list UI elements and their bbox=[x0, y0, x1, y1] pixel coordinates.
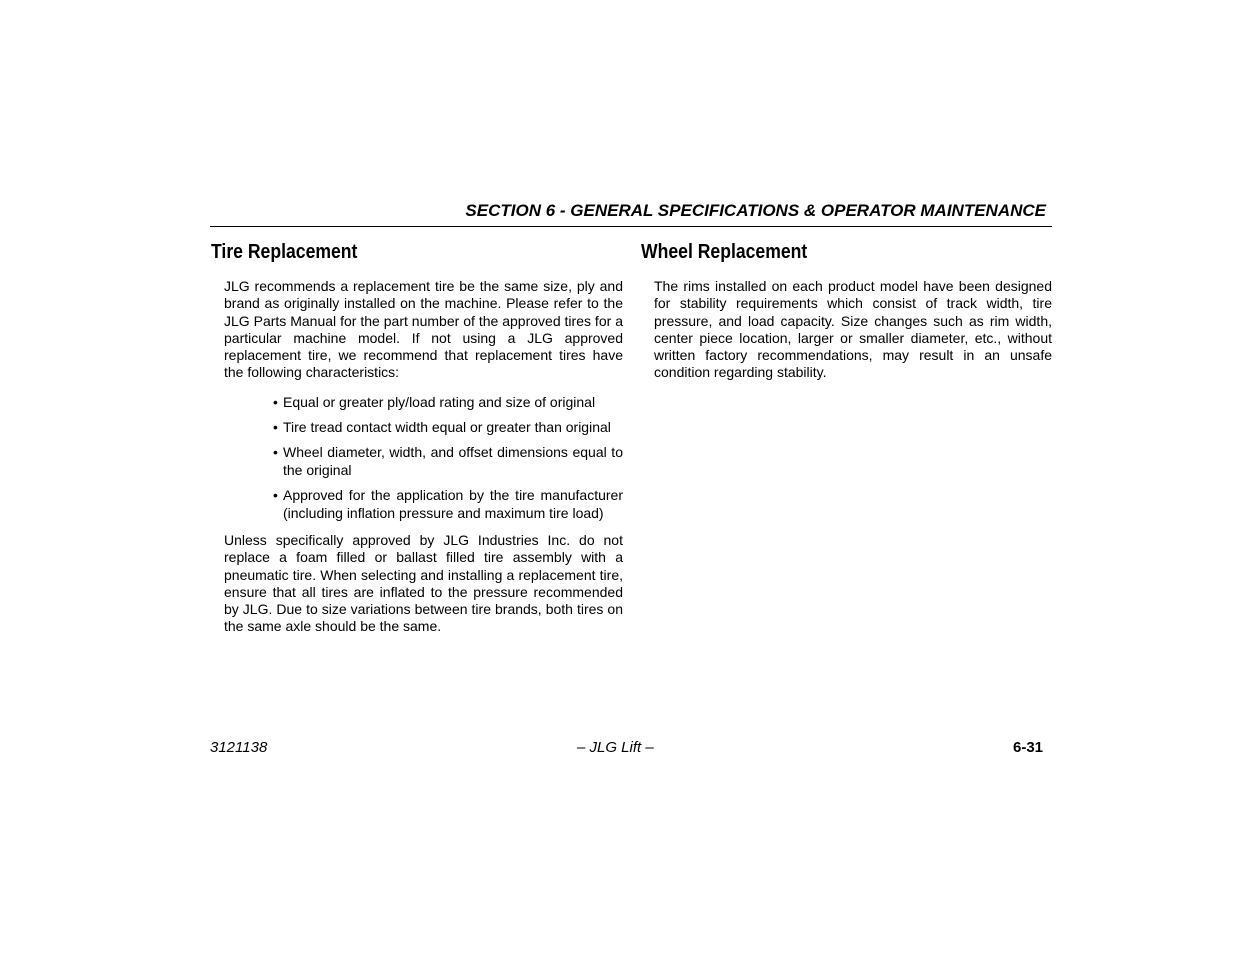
list-item-text: Wheel diameter, width, and offset dimensions equal to the original bbox=[283, 444, 623, 478]
bullet-icon: • bbox=[273, 487, 278, 503]
tire-replacement-heading: Tire Replacement bbox=[211, 241, 358, 263]
list-item-text: Equal or greater ply/load rating and size of original bbox=[283, 394, 596, 410]
doc-number: 3121138 bbox=[210, 739, 268, 756]
publication-name: – JLG Lift – bbox=[577, 739, 654, 756]
tire-characteristics-list bbox=[273, 393, 623, 529]
header-rule bbox=[210, 226, 1052, 227]
list-item bbox=[273, 393, 623, 411]
list-item bbox=[273, 418, 623, 436]
bullet-icon: • bbox=[273, 444, 278, 460]
tire-intro-paragraph: JLG recommends a replacement tire be the same size, ply and brand as originally installed on the machine. Please refer to the JLG Parts Manual for the part number of the approved tires for a particular machine model. If not using a JLG approved replacement tire, we recommend that replacement tires have the following characteristics: bbox=[224, 278, 623, 381]
bullet-icon: • bbox=[273, 419, 278, 435]
list-item-text: Tire tread contact width equal or greater than original bbox=[283, 419, 611, 435]
wheel-replacement-heading: Wheel Replacement bbox=[641, 241, 808, 263]
tire-closing-paragraph: Unless specifically approved by JLG Industries Inc. do not replace a foam filled or ballast filled tire assembly with a pneumatic tire. When selecting and installing a replacement tire, ensure that all tires are inflated to the pressure recommended by JLG. Due to size variations between tire brands, both tires on the same axle should be the same. bbox=[224, 532, 623, 635]
list-item bbox=[273, 443, 623, 479]
list-item-text: Approved for the application by the tire manufacturer (including inflation pressure and maximum tire load) bbox=[283, 487, 623, 521]
wheel-body-paragraph: The rims installed on each product model have been designed for stability requirements which consist of track width, tire pressure, and load capacity. Size changes such as rim width, center piece location, larger or smaller diameter, etc., without written factory recommendations, may result in an unsafe condition regarding stability. bbox=[654, 278, 1052, 381]
bullet-icon: • bbox=[273, 394, 278, 410]
list-item bbox=[273, 486, 623, 522]
section-header: SECTION 6 - GENERAL SPECIFICATIONS & OPERATOR MAINTENANCE bbox=[465, 201, 1046, 220]
page-number: 6-31 bbox=[1013, 739, 1044, 756]
